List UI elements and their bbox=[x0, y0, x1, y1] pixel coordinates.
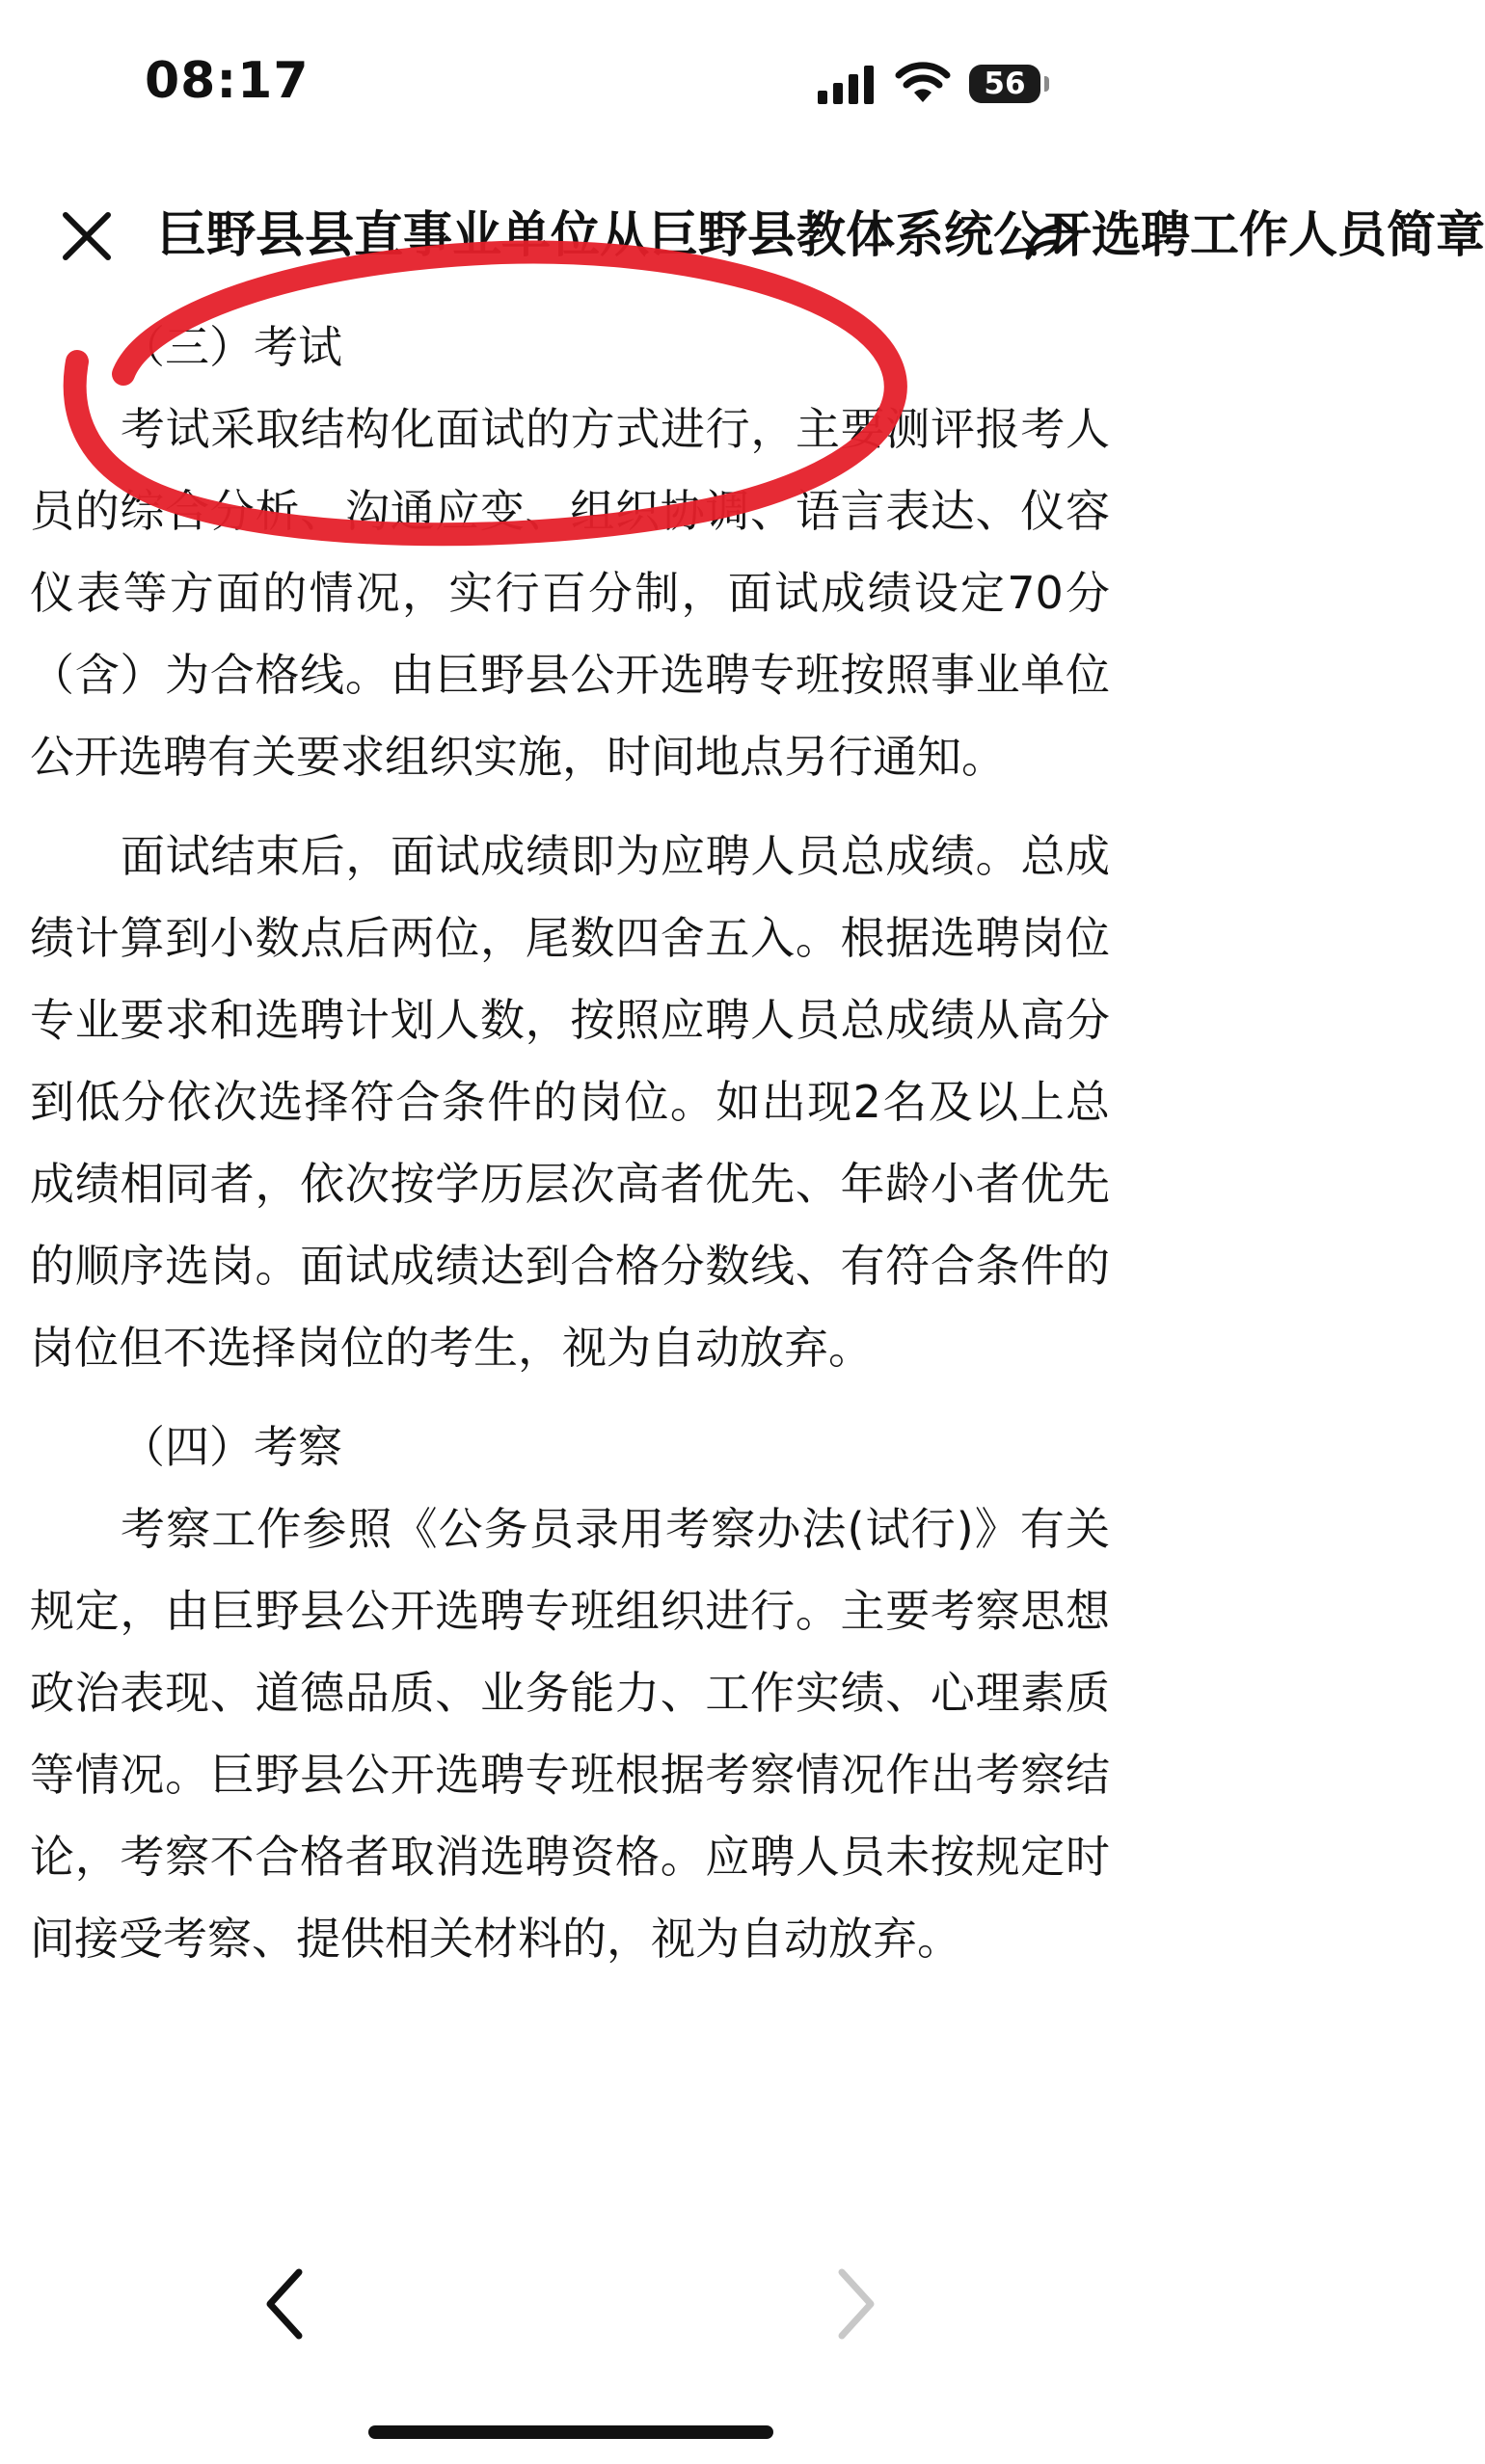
battery-icon: 56 bbox=[969, 65, 1040, 103]
status-bar bbox=[0, 0, 1137, 164]
paragraph-inspection: 考察工作参照《公务员录用考察办法(试行)》有关规定，由巨野县公开选聘专班组织进行。主要考察思想政治表现、道德品质、业务能力、工作实绩、心理素质等情况。巨野县公开选聘专班根据考察情况作出考察结论，考察不合格者取消选聘资格。应聘人员未按规定时间接受考察、提供相关材料的，视为自动放弃。 bbox=[30, 1503, 1110, 1965]
page-title: 巨野县县直事业单位从巨野县教体系统公开选聘工作人员简章 bbox=[157, 207, 1485, 264]
battery-cap bbox=[1044, 76, 1049, 92]
paragraph-exam-scoring: 面试结束后，面试成绩即为应聘人员总成绩。总成绩计算到小数点后两位，尾数四舍五入。根据选聘岗位专业要求和选聘计划人数，按照应聘人员总成绩从高分到低分依次选择符合条件的岗位。如出现2名及以上总成绩相同者，依次按学历层次高者优先、年龄小者优先的顺序选岗。面试成绩达到合格分数线、有符合条件的岗位但不选择岗位的考生，视为自动放弃。 bbox=[30, 830, 1110, 1374]
wifi-icon bbox=[895, 60, 951, 104]
paragraph-exam-format: 考试采取结构化面试的方式进行，主要测评报考人员的综合分析、沟通应变、组织协调、语言表达、仪容仪表等方面的情况，实行百分制，面试成绩设定70分（含）为合格线。由巨野县公开选聘专班按照事业单位公开选聘有关要求组织实施，时间地点另行通知。 bbox=[30, 403, 1110, 783]
status-time: 08:17 bbox=[145, 52, 310, 110]
close-icon[interactable] bbox=[58, 207, 116, 265]
share-icon[interactable] bbox=[1022, 207, 1082, 267]
section-heading-exam: （三）考试 bbox=[121, 321, 342, 373]
cellular-signal-icon bbox=[818, 66, 878, 104]
chevron-right-icon[interactable] bbox=[824, 2261, 882, 2347]
article-body bbox=[30, 307, 1110, 1980]
chevron-left-icon[interactable] bbox=[258, 2261, 316, 2347]
home-indicator[interactable] bbox=[368, 2425, 773, 2439]
section-heading-inspection: （四）考察 bbox=[121, 1421, 342, 1473]
nav-header bbox=[0, 183, 1485, 289]
